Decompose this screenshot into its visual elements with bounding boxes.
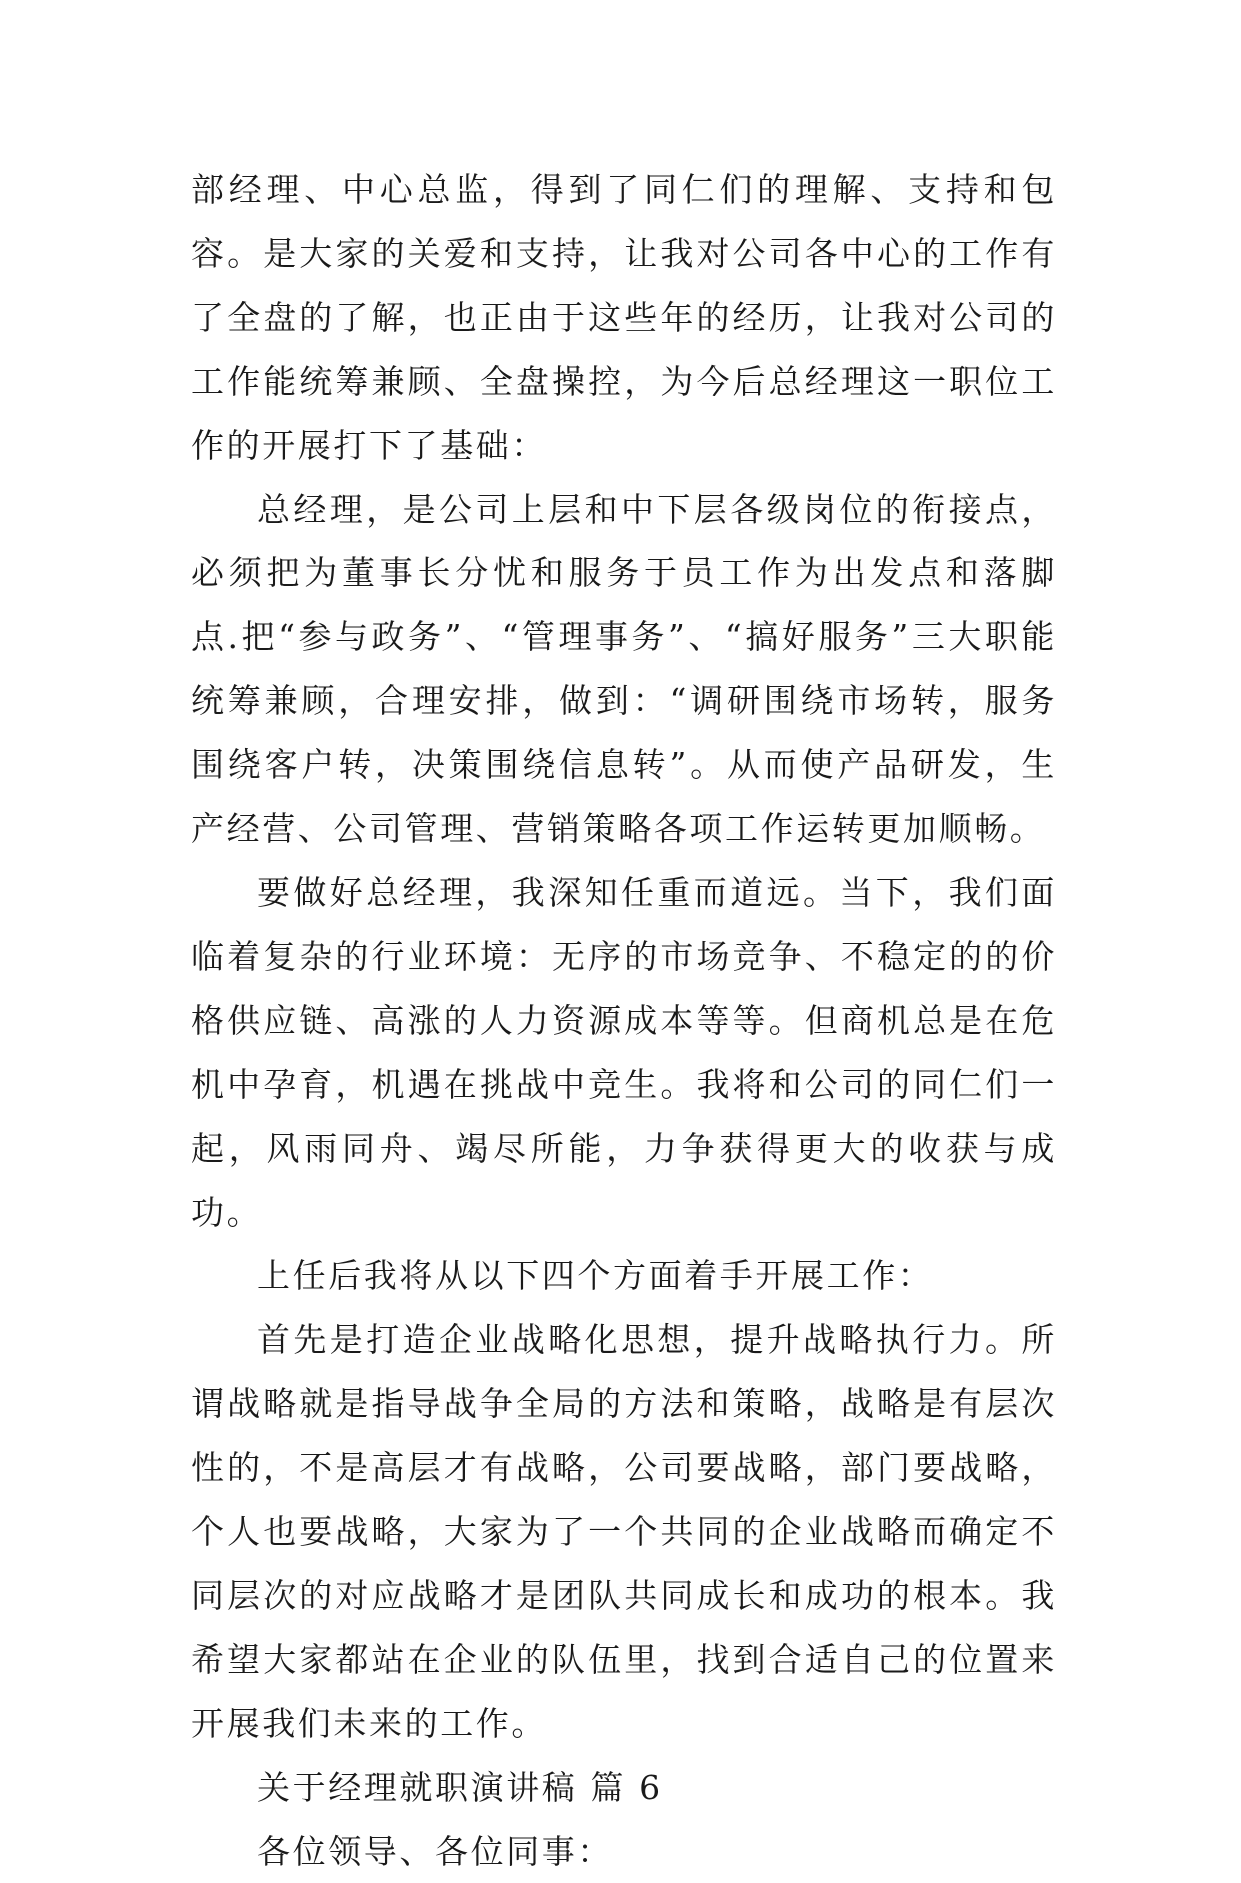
document-body <box>191 158 1057 1883</box>
paragraph-2: 总经理，是公司上层和中下层各级岗位的衔接点，必须把为董事长分忧和服务于员工作为出发点和落脚点.把“参与政务”、“管理事务”、“搞好服务”三大职能统筹兼顾，合理安排，做到：“调研围绕市场转，服务围绕客户转，决策围绕信息转”。从而使产品研发，生产经营、公司管理、营销策略各项工作运转更加顺畅。 <box>191 489 1057 849</box>
section-heading: 关于经理就职演讲稿 篇 6 <box>257 1767 663 1807</box>
paragraph-1: 部经理、中心总监，得到了同仁们的理解、支持和包容。是大家的关爱和支持，让我对公司各中心的工作有了全盘的了解，也正由于这些年的经历，让我对公司的工作能统筹兼顾、全盘操控，为今后总经理这一职位工作的开展打下了基础： <box>191 170 1057 465</box>
paragraph-5: 首先是打造企业战略化思想，提升战略执行力。所谓战略就是指导战争全局的方法和策略，战略是有层次性的，不是高层才有战略，公司要战略，部门要战略，个人也要战略，大家为了一个共同的企业战略而确定不同层次的对应战略才是团队共同成长和成功的根本。我希望大家都站在企业的队伍里，找到合适自己的位置来开展我们未来的工作。 <box>191 1320 1057 1743</box>
salutation: 各位领导、各位同事： <box>257 1831 613 1871</box>
paragraph-4: 上任后我将从以下四个方面着手开展工作： <box>257 1256 934 1296</box>
paragraph-3: 要做好总经理，我深知任重而道远。当下，我们面临着复杂的行业环境：无序的市场竞争、不稳定的的价格供应链、高涨的人力资源成本等等。但商机总是在危机中孕育，机遇在挑战中竞生。我将和公司的同仁们一起，风雨同舟、竭尽所能，力争获得更大的收获与成功。 <box>191 872 1057 1232</box>
